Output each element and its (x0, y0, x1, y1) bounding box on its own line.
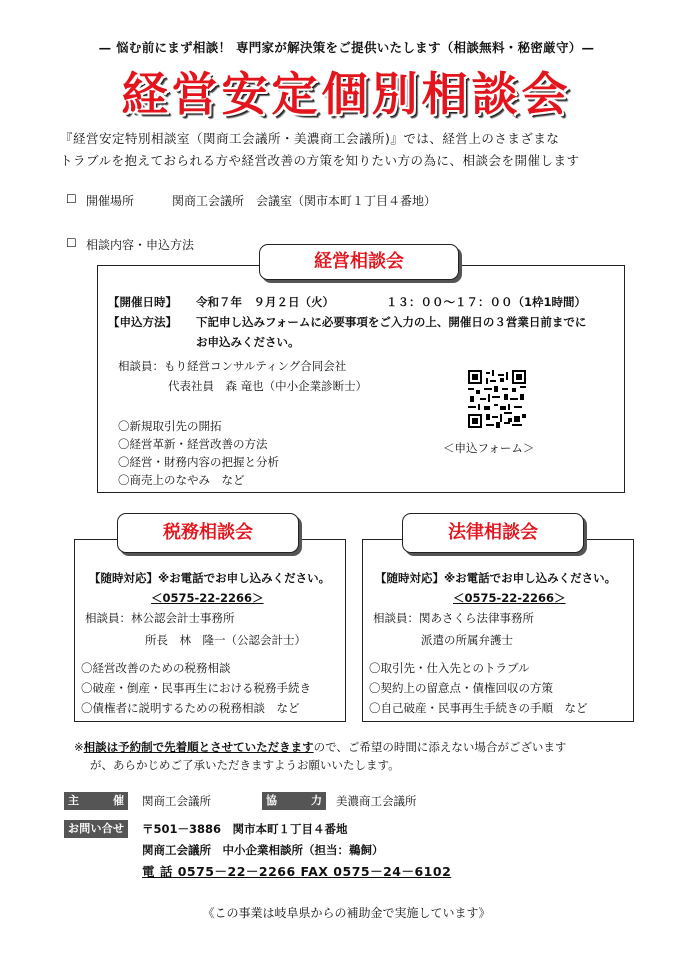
contact-label: お問い合せ (64, 820, 128, 838)
houritsu-section (362, 539, 634, 722)
subsidy-footer: 《この事業は岐阜県からの補助金で実施しています》 (202, 906, 491, 920)
consultant-line-2: 代表社員 森 竜也（中小企業診断士） (168, 379, 368, 393)
zeimu-section (74, 539, 346, 722)
apply-line-1: 下記申し込みフォームに必要事項をご入力の上、開催日の３営業日前までに (196, 315, 587, 329)
venue-checkbox-icon: ☐ (66, 192, 77, 206)
intro-line-1: 『経営安定特別相談室（関商工会議所・美濃商工会議所)』では、経営上のさまざまな (60, 131, 560, 146)
topic-item: 〇自己破産・民事再生手続きの手順 など (369, 701, 588, 715)
note-emphasis: 相談は予約制で先着順とさせていただきます (83, 740, 314, 754)
topic-item: 〇経営革新・経営改善の方法 (118, 437, 268, 451)
zeimu-notice: 【随時対応】※お電話でお申し込みください。 (89, 571, 331, 585)
venue-label: 開催場所 (86, 194, 135, 208)
topic-item: 〇新規取引先の開拓 (118, 419, 222, 433)
zeimu-badge: 税務相談会 (117, 513, 299, 553)
tagline: — 悩む前にまず相談！ 専門家が解決策をご提供いたします（相談無料・秘密厳守）— (98, 40, 595, 55)
organizer-label: 主 催 (64, 792, 128, 810)
venue-value: 関商工会議所 会議室（関市本町１丁目４番地） (172, 194, 437, 208)
cooperation-label: 協 力 (262, 792, 326, 810)
note-rest: ので、ご希望の時間に添えない場合がございます (313, 740, 567, 754)
contact-address: 〒501－3886 関市本町１丁目４番地 (142, 822, 348, 836)
topic-item: 〇債権者に説明するための税務相談 など (81, 701, 300, 715)
note-line-2: が、あらかじめご了承いただきますようお願いいたします。 (90, 758, 400, 772)
apply-label: 【申込方法】 (108, 315, 177, 329)
date-label: 【開催日時】 (108, 295, 177, 309)
zeimu-consultant-1: 相談員：林公認会計士事務所 (85, 611, 235, 625)
zeimu-phone[interactable]: ＜0575-22-2266＞ (151, 591, 264, 605)
contact-office: 関商工会議所 中小企業相談所（担当：鵜飼） (142, 843, 384, 857)
intro-line-2: トラブルを抱えておられる方や経営改善の方策を知りたい方の為に、相談会を開催します (60, 153, 580, 168)
topic-item: 〇経営改善のための税務相談 (81, 661, 231, 675)
date-value: 令和７年 ９月２日（火） (196, 295, 334, 309)
apply-line-2: お申込みください。 (196, 335, 300, 349)
qr-caption: ＜申込フォーム＞ (443, 441, 535, 455)
note-prefix: ※ (74, 740, 84, 754)
content-label: 相談内容・申込方法 (86, 238, 195, 252)
qr-code-icon[interactable] (468, 370, 526, 428)
zeimu-consultant-2: 所長 林 隆一（公認会計士） (145, 633, 306, 647)
topic-item: 〇取引先・仕入先とのトラブル (369, 661, 530, 675)
houritsu-badge: 法律相談会 (402, 513, 584, 553)
houritsu-phone[interactable]: ＜0575-22-2266＞ (453, 591, 566, 605)
cooperation-value: 美濃商工会議所 (336, 794, 417, 808)
topic-item: 〇契約上の留意点・債権回収の方策 (369, 681, 553, 695)
keiei-badge: 経営相談会 (259, 244, 459, 280)
keiei-section (97, 265, 625, 493)
organizer-value: 関商工会議所 (142, 794, 211, 808)
content-checkbox-icon: ☐ (66, 236, 77, 250)
topic-item: 〇破産・倒産・民事再生における税務手続き (81, 681, 311, 695)
consultant-line-1: 相談員：もり経営コンサルティング合同会社 (118, 359, 347, 373)
page-title: 経営安定個別相談会 (121, 67, 572, 121)
topic-item: 〇経営・財務内容の把握と分析 (118, 455, 279, 469)
time-value: １３：００～１７：００（1枠1時間） (386, 295, 587, 309)
reservation-note (74, 737, 654, 757)
topic-item: 〇商売上のなやみ など (118, 473, 245, 487)
houritsu-consultant-2: 派遣の所属弁護士 (421, 633, 513, 647)
contact-phone-fax[interactable]: 電 話 0575－22－2266 FAX 0575－24－6102 (142, 864, 452, 879)
houritsu-consultant-1: 相談員：関あさくら法律事務所 (373, 611, 534, 625)
houritsu-notice: 【随時対応】※お電話でお申し込みください。 (375, 571, 617, 585)
